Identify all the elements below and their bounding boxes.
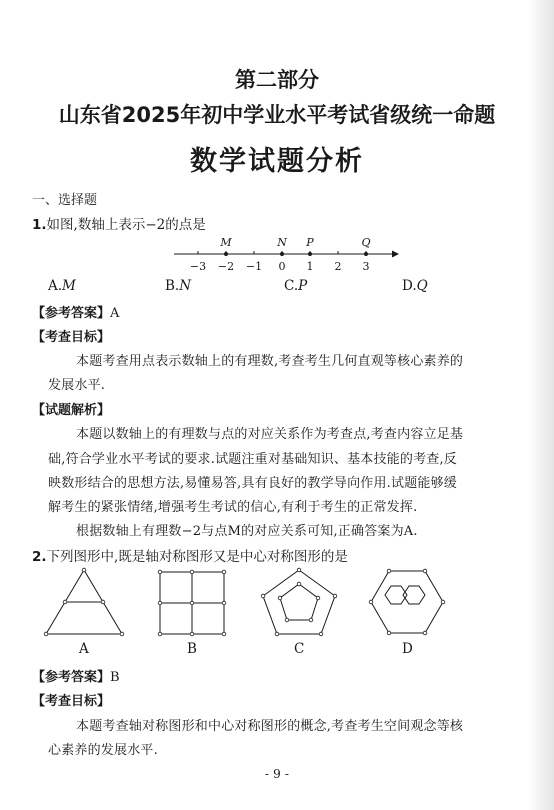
- q2-answer-line: [32, 666, 120, 685]
- q1-answer-tag: 【参考答案】: [32, 306, 111, 321]
- q1-number: 1.: [32, 217, 47, 233]
- q2-goal-tag: 【考查目标】: [32, 694, 111, 709]
- section-title: 一、选择题: [32, 193, 98, 208]
- number-line-point-label: M: [220, 236, 232, 249]
- exam-title: 山东省2025年初中学业水平考试省级统一命题: [58, 103, 496, 127]
- q2-figure-d-label: D: [402, 641, 413, 657]
- q2-answer-tag: 【参考答案】: [32, 670, 111, 685]
- q1-option-d[interactable]: [402, 278, 428, 294]
- number-line-point: [224, 252, 228, 256]
- q1-stem: 如图,数轴上表示−2的点是: [46, 217, 206, 233]
- q1-number-line: [170, 232, 400, 276]
- number-line-tick-label: −1: [245, 260, 263, 273]
- q2-figure-d: [366, 566, 448, 638]
- q1-goal-line-2: 发展水平.: [48, 378, 106, 393]
- q1-answer-line: [32, 302, 120, 321]
- number-line-point: [280, 252, 284, 256]
- q1-option-b-letter: B.: [165, 278, 180, 294]
- q1-option-a-value: M: [62, 278, 76, 294]
- subject-title: 数学试题分析: [190, 146, 364, 177]
- number-line-point-label: N: [277, 236, 287, 249]
- q1-analysis-line-4: 解考生的紧张情绪,增强考生考试的信心,有利于考生的正常发挥.: [48, 500, 418, 515]
- number-line-tick-label: −3: [189, 260, 207, 273]
- q1-option-d-letter: D.: [402, 278, 417, 294]
- q2-figure-c: [256, 566, 342, 638]
- q1-analysis-line-5: 根据数轴上有理数−2与点M的对应关系可知,正确答案为A.: [76, 524, 418, 539]
- outer-pentagon: [263, 570, 335, 634]
- inner-hexagon-left: [385, 586, 407, 604]
- q2-stem-line: [32, 545, 348, 565]
- part-title: 第二部分: [235, 68, 319, 92]
- q1-option-c-letter: C.: [284, 278, 299, 294]
- q2-figure-b: [154, 566, 234, 638]
- number-line-tick-label: 3: [362, 260, 370, 273]
- inner-hexagon-right: [403, 586, 425, 604]
- q1-option-b-value: N: [179, 278, 192, 294]
- q1-analysis-line-1: 本题以数轴上的有理数与点的对应关系作为考查点,考查内容立足基: [76, 427, 464, 442]
- number-line-tick-label: −2: [217, 260, 235, 273]
- q1-goal-tag: 【考查目标】: [32, 330, 111, 345]
- q2-goal-line-2: 心素养的发展水平.: [48, 743, 158, 758]
- number-line-point-label: Q: [361, 236, 371, 249]
- q1-answer: A: [110, 306, 120, 321]
- outer-hexagon: [371, 571, 443, 633]
- number-line-point: [308, 252, 312, 256]
- q1-option-a[interactable]: [48, 278, 76, 294]
- q2-answer: B: [110, 670, 120, 685]
- number-line-arrow: [392, 251, 399, 258]
- number-line-tick-label: 1: [306, 260, 314, 273]
- number-line-point: [364, 252, 368, 256]
- inner-pentagon: [280, 584, 318, 620]
- q2-figure-a: [40, 566, 130, 638]
- q1-analysis-tag: 【试题解析】: [32, 403, 111, 418]
- q1-analysis-line-2: 础,符合学业水平考试的要求.试题注重对基础知识、基本技能的考查,反: [48, 452, 457, 467]
- number-line-tick-label: 2: [334, 260, 342, 273]
- q1-analysis-line-3: 映数形结合的思想方法,易懂易答,具有良好的教学导向作用.试题能够缓: [48, 476, 457, 491]
- q2-figure-c-label: C: [294, 641, 305, 657]
- q1-option-d-value: Q: [416, 278, 428, 294]
- q1-option-b[interactable]: [165, 278, 191, 294]
- q1-goal-line-1: 本题考查用点表示数轴上的有理数,考查考生几何直观等核心素养的: [76, 354, 464, 369]
- q2-figure-a-label: A: [79, 641, 89, 657]
- q1-option-c[interactable]: [284, 278, 307, 294]
- q1-option-c-value: P: [298, 278, 308, 294]
- page-number: - 9 -: [264, 767, 290, 781]
- q2-figure-b-label: B: [187, 641, 197, 657]
- number-line-point-label: P: [306, 236, 314, 249]
- q2-number: 2.: [32, 549, 47, 565]
- q1-option-a-letter: A.: [48, 278, 63, 294]
- number-line-tick-label: 0: [278, 260, 286, 273]
- q2-stem: 下列图形中,既是轴对称图形又是中心对称图形的是: [46, 549, 348, 565]
- q2-goal-line-1: 本题考查轴对称图形和中心对称图形的概念,考查考生空间观念等核: [76, 719, 464, 734]
- q1-stem-line: [32, 213, 206, 233]
